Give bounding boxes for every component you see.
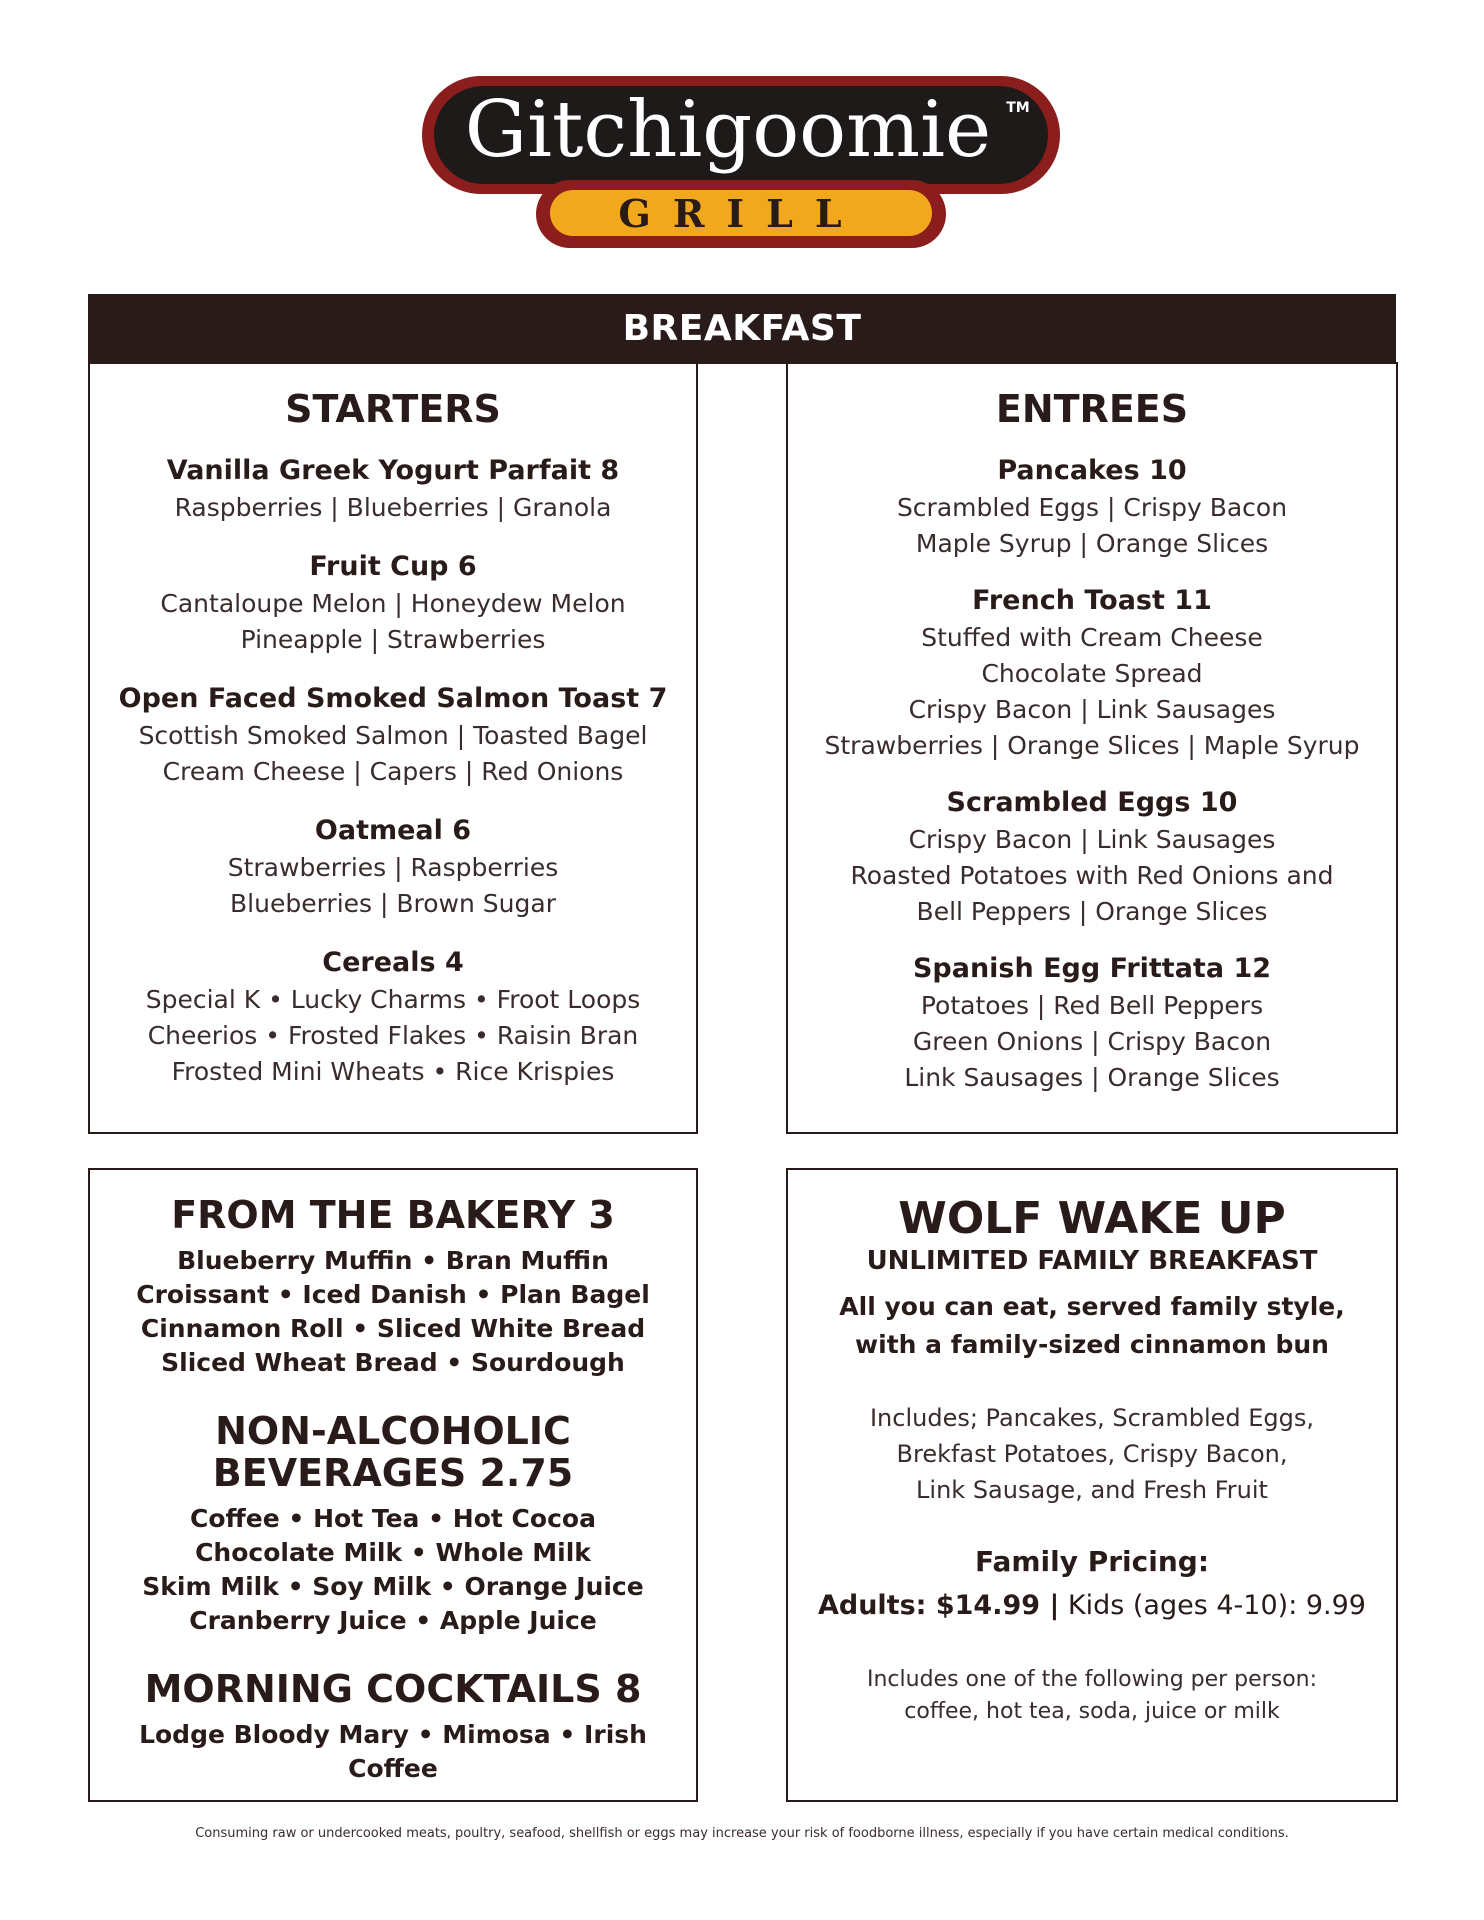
wolf-includes-line: Link Sausage, and Fresh Fruit (916, 1476, 1268, 1504)
logo-trademark: TM (1006, 100, 1030, 116)
wolf-includes-line: Brekfast Potatoes, Crispy Bacon, (896, 1440, 1288, 1468)
bakery-section (88, 1168, 698, 1802)
bakery-line: Cinnamon Roll • Sliced White Bread (140, 1314, 646, 1343)
food-safety-disclaimer: Consuming raw or undercooked meats, poultry, seafood, shellfish or eggs may increase your risk of foodborne illness, especially if you have certain medical conditions. (195, 1826, 1289, 1841)
menu-item (100, 944, 686, 1090)
starters-section (88, 362, 698, 1134)
item-name: Cereals 4 (322, 947, 464, 978)
menu-item (798, 452, 1386, 562)
entrees-section (786, 362, 1398, 1134)
wolf-title: WOLF WAKE UP (898, 1193, 1286, 1244)
beverages-title: NON-ALCOHOLIC (215, 1409, 571, 1453)
logo-name: Gitchigoomie (464, 85, 992, 175)
logo (420, 74, 1062, 252)
bakery-line: Croissant • Iced Danish • Plan Bagel (136, 1280, 650, 1309)
item-desc: Blueberries | Brown Sugar (230, 889, 556, 918)
wolf-bev-line: Includes one of the following per person: (866, 1667, 1318, 1692)
wolf-beverage-note (796, 1664, 1388, 1728)
menu-item (798, 784, 1386, 930)
item-desc: Potatoes | Red Bell Peppers (920, 991, 1264, 1020)
family-prices (796, 1586, 1388, 1626)
item-desc: Green Onions | Crispy Bacon (912, 1027, 1272, 1056)
item-desc: Special K • Lucky Charms • Froot Loops (145, 985, 641, 1014)
item-desc: Cheerios • Frosted Flakes • Raisin Bran (147, 1021, 639, 1050)
item-desc: Cream Cheese | Capers | Red Onions (162, 757, 624, 786)
item-desc: Pineapple | Strawberries (240, 625, 546, 654)
item-desc: Crispy Bacon | Link Sausages (908, 825, 1276, 854)
beverages-block (98, 1410, 688, 1638)
breakfast-banner: BREAKFAST (88, 294, 1396, 364)
logo-graphic (420, 74, 1062, 252)
item-name: Open Faced Smoked Salmon Toast 7 (118, 683, 668, 714)
wolf-includes-line: Includes; Pancakes, Scrambled Eggs, (869, 1404, 1315, 1432)
menu-item (100, 812, 686, 922)
item-desc: Link Sausages | Orange Slices (904, 1063, 1280, 1092)
bakery-title: FROM THE BAKERY 3 (171, 1193, 615, 1237)
beverage-line: Skim Milk • Soy Milk • Orange Juice (142, 1572, 644, 1601)
wolf-desc-line: All you can eat, served family style, (839, 1292, 1345, 1321)
beverage-line: Cranberry Juice • Apple Juice (189, 1606, 597, 1635)
wolf-desc-line: with a family-sized cinnamon bun (855, 1330, 1329, 1359)
item-desc: Scottish Smoked Salmon | Toasted Bagel (138, 721, 648, 750)
wolf-includes (796, 1400, 1388, 1508)
item-name: Oatmeal 6 (314, 815, 472, 846)
kids-price: Kids (ages 4-10): 9.99 (1067, 1590, 1366, 1621)
item-desc: Roasted Potatoes with Red Onions and (850, 861, 1334, 890)
item-name: Fruit Cup 6 (309, 551, 477, 582)
item-desc: Bell Peppers | Orange Slices (916, 897, 1268, 926)
bakery-line: Sliced Wheat Bread • Sourdough (161, 1348, 625, 1377)
wolf-wake-up-section (786, 1168, 1398, 1802)
adult-price: Adults: $14.99 | (817, 1590, 1060, 1621)
item-name: Spanish Egg Frittata 12 (912, 953, 1272, 984)
cocktails-title: MORNING COCKTAILS 8 (144, 1667, 642, 1711)
menu-item (798, 950, 1386, 1096)
cocktails-block (98, 1668, 688, 1786)
item-desc: Stuffed with Cream Cheese (921, 623, 1263, 652)
item-name: Pancakes 10 (997, 455, 1187, 486)
wolf-description (796, 1288, 1388, 1364)
item-desc: Cantaloupe Melon | Honeydew Melon (160, 589, 626, 618)
menu-item (798, 582, 1386, 764)
beverage-line: Coffee • Hot Tea • Hot Cocoa (190, 1504, 596, 1533)
beverage-line: Chocolate Milk • Whole Milk (195, 1538, 591, 1567)
item-name: French Toast 11 (972, 585, 1212, 616)
menu-item (100, 452, 686, 526)
item-desc: Raspberries | Blueberries | Granola (174, 493, 612, 522)
starters-title: STARTERS (285, 387, 501, 431)
family-pricing-label: Family Pricing: (974, 1545, 1210, 1578)
item-name: Scrambled Eggs 10 (946, 787, 1238, 818)
item-desc: Maple Syrup | Orange Slices (915, 529, 1269, 558)
item-desc: Frosted Mini Wheats • Rice Krispies (171, 1057, 615, 1086)
item-desc: Strawberries | Raspberries (227, 853, 559, 882)
cocktails-line: Lodge Bloody Mary • Mimosa • Irish Coffee (139, 1720, 647, 1783)
item-name: Vanilla Greek Yogurt Parfait 8 (166, 455, 620, 486)
menu-item (100, 680, 686, 790)
item-desc: Strawberries | Orange Slices | Maple Syrup (824, 731, 1360, 760)
item-desc: Crispy Bacon | Link Sausages (908, 695, 1276, 724)
entrees-title: ENTREES (995, 387, 1189, 431)
item-desc: Scrambled Eggs | Crispy Bacon (896, 493, 1288, 522)
bakery-block (98, 1194, 688, 1380)
wolf-bev-line: coffee, hot tea, soda, juice or milk (904, 1699, 1280, 1724)
menu-item (100, 548, 686, 658)
bakery-line: Blueberry Muffin • Bran Muffin (177, 1246, 609, 1275)
wolf-subtitle: UNLIMITED FAMILY BREAKFAST (866, 1246, 1318, 1276)
logo-sub: GRILL (618, 191, 864, 236)
beverages-title-2: BEVERAGES 2.75 (212, 1451, 574, 1495)
item-desc: Chocolate Spread (981, 659, 1203, 688)
